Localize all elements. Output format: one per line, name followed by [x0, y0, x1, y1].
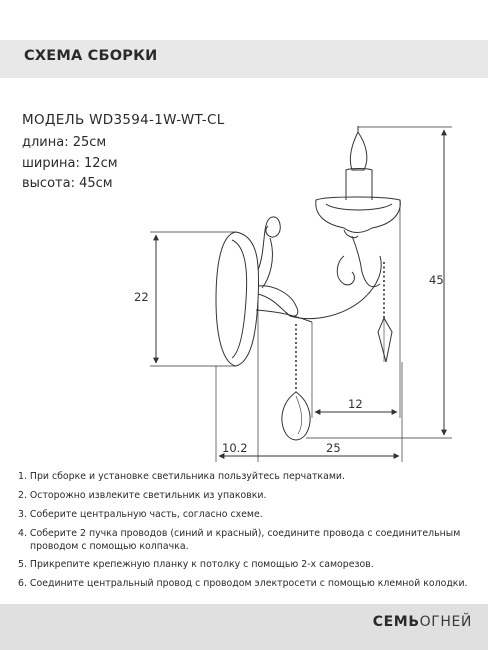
wall-plate [216, 232, 259, 366]
instruction-step: 5. Прикрепите крепежную планку к потолку с помощью 2-х саморезов. [18, 559, 374, 570]
instruction-step-continuation: проводом с помощью колпачка. [30, 541, 189, 552]
dim-label-25: 25 [326, 441, 341, 455]
spec-length: длина: 25см [22, 135, 107, 150]
instruction-step: 6. Соедините центральный провод с проводом электросети с помощью клемной колодки. [18, 578, 468, 589]
page-title: СХЕМА СБОРКИ [24, 48, 158, 64]
dim-label-10-2: 10.2 [222, 441, 248, 455]
instruction-step [18, 527, 478, 553]
lamp-arm [258, 286, 298, 316]
brand-logo-light: ОГНЕЙ [419, 614, 472, 630]
instruction-step: 1. При сборке и установке светильника пользуйтесь перчатками. [18, 471, 345, 482]
candle-cup [316, 197, 401, 233]
brand-logo-strong: СЕМЬ [372, 614, 420, 630]
dim-label-22: 22 [134, 290, 149, 304]
candle [346, 169, 372, 201]
lamp-assembly-diagram [0, 110, 488, 470]
lamp-drawing [216, 126, 400, 440]
instruction-step: 3. Соберите центральную часть, согласно схеме. [18, 509, 263, 520]
model-number: МОДЕЛЬ WD3594-1W-WT-CL [22, 112, 225, 128]
dim-label-12: 12 [348, 397, 363, 411]
instruction-step: 2. Осторожно извлеките светильник из упаковки. [18, 490, 267, 501]
crystal-pendant-left [282, 392, 310, 440]
brand-logo [373, 614, 472, 630]
crystal-pendant-right [378, 318, 392, 362]
spec-height: высота: 45см [22, 176, 113, 191]
spec-width: ширина: 12см [22, 156, 118, 171]
dim-label-45: 45 [429, 273, 444, 287]
instruction-step-line: 4. Соберите 2 пучка проводов (синий и красный), соедините провода с соединительным [18, 528, 461, 539]
